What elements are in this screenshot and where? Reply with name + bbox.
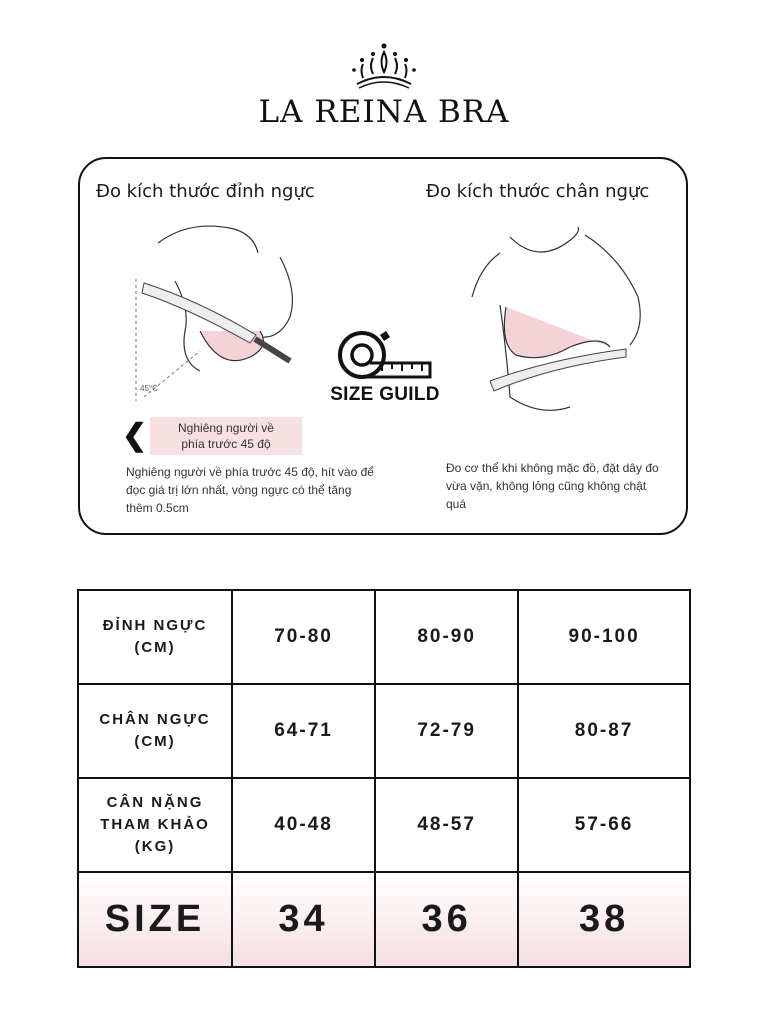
table-row: [78, 684, 690, 778]
table-cell: 57-66: [518, 778, 690, 872]
size-label: SIZE: [78, 872, 232, 967]
table-row: [78, 590, 690, 684]
bust-note: Nghiêng người về phía trước 45 độ, hít vào để đọc giá trị lớn nhất, vòng ngực có thể tăng thêm 0.5cm: [126, 465, 374, 515]
brand-logo: [0, 40, 768, 130]
table-cell: 70-80: [232, 590, 375, 684]
angle-label: 45°C: [140, 384, 158, 393]
table-cell: 72-79: [375, 684, 518, 778]
size-value: 36: [375, 872, 518, 967]
size-value: 38: [518, 872, 690, 967]
table-cell: 48-57: [375, 778, 518, 872]
table-cell: 40-48: [232, 778, 375, 872]
table-cell: 90-100: [518, 590, 690, 684]
row-header: CHÂN NGỰC (CM): [78, 684, 232, 778]
size-value: 34: [232, 872, 375, 967]
table-cell: 80-90: [375, 590, 518, 684]
row-header: CÂN NẶNG THAM KHẢO (KG): [78, 778, 232, 872]
table-row: [78, 778, 690, 872]
underbust-illustration: [470, 227, 650, 427]
size-chart-table: [77, 589, 691, 968]
chevron-left-icon: ❮: [122, 419, 148, 452]
lean-tag-line2: phía trước 45 độ: [181, 437, 271, 451]
size-row: [78, 872, 690, 967]
table-cell: 64-71: [232, 684, 375, 778]
bust-illustration: [130, 221, 310, 421]
crown-icon: [349, 40, 419, 92]
measure-guide-card: [78, 157, 688, 535]
row-header: ĐỈNH NGỰC (CM): [78, 590, 232, 684]
underbust-note: Đo cơ thể khi không mặc đồ, đặt dây đo vừa vặn, không lỏng cũng không chật quá: [446, 461, 659, 511]
size-guide-badge: [320, 327, 450, 406]
measuring-tape-icon: [330, 327, 440, 383]
underbust-measure-title: Đo kích thước chân ngực: [426, 181, 650, 202]
table-cell: 80-87: [518, 684, 690, 778]
lean-forward-tag: [150, 417, 302, 455]
size-guide-label: SIZE GUILD: [330, 384, 440, 405]
lean-tag-line1: Nghiêng người về: [178, 421, 274, 435]
brand-name: LA REINA BRA: [258, 94, 510, 130]
bust-measure-title: Đo kích thước đỉnh ngực: [96, 181, 315, 202]
